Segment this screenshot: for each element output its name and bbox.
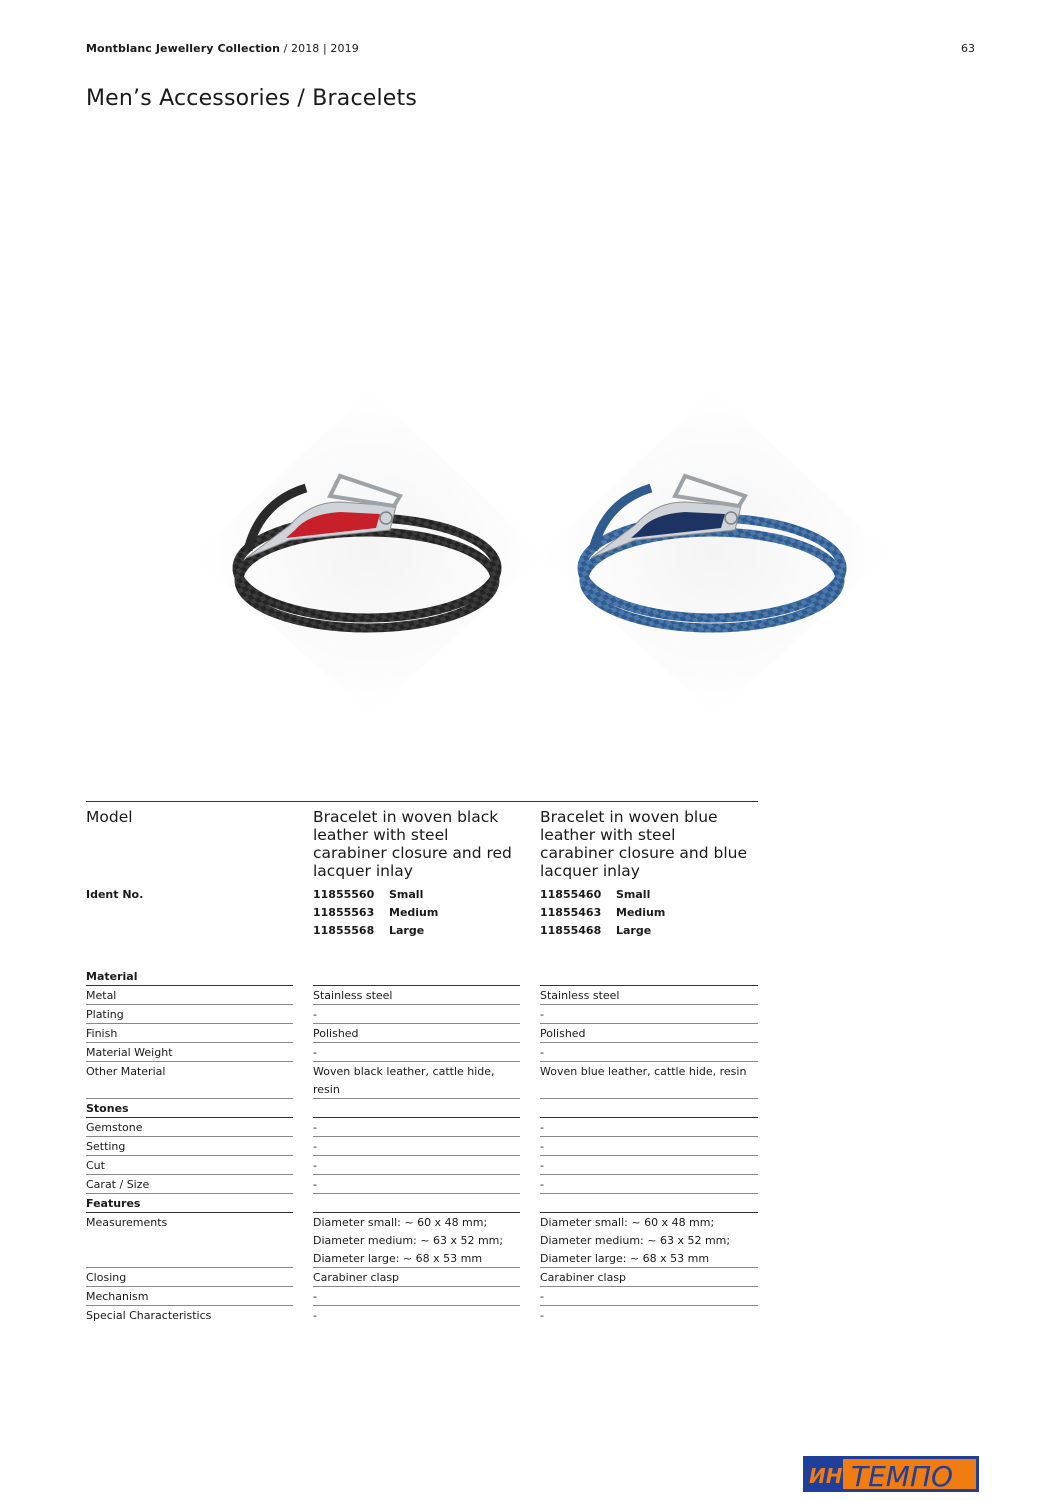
- bracelet-black-image: [190, 390, 550, 720]
- spec-label: Cut: [86, 1157, 293, 1175]
- ident-size: Small: [389, 888, 424, 901]
- spec-value: Carabiner clasp: [540, 1269, 758, 1287]
- spec-value: [313, 1195, 520, 1213]
- spec-value: -: [540, 1119, 758, 1137]
- ident-number: 11855560: [313, 888, 375, 901]
- logo-left-text: ИН: [809, 1464, 843, 1488]
- ident-row: [313, 906, 438, 919]
- logo-right-text: ТЕМПО: [851, 1460, 954, 1492]
- ident-size: Medium: [389, 906, 439, 919]
- spec-value: -: [540, 1309, 544, 1322]
- spec-label: Plating: [86, 1006, 293, 1024]
- spec-value: -: [313, 1044, 520, 1062]
- spec-value: -: [313, 1176, 520, 1194]
- spec-value: -: [540, 1006, 758, 1024]
- section-title: Men’s Accessories / Bracelets: [86, 86, 418, 111]
- spec-value: [540, 1100, 758, 1118]
- spec-label: Gemstone: [86, 1119, 293, 1137]
- ident-row: [313, 924, 424, 937]
- spec-label: Setting: [86, 1138, 293, 1156]
- product-1-model: Bracelet in woven black leather with steel carabiner closure and red lacquer inlay: [313, 808, 512, 880]
- spec-label: Other Material: [86, 1063, 293, 1099]
- spec-label: Metal: [86, 987, 293, 1005]
- ident-size: Large: [389, 924, 425, 937]
- spec-value: Woven black leather, cattle hide, resin: [313, 1063, 520, 1099]
- header-years: / 2018 | 2019: [280, 42, 359, 55]
- spec-value: -: [313, 1006, 520, 1024]
- spec-value: Woven blue leather, cattle hide, resin: [540, 1063, 758, 1099]
- spec-value: -: [313, 1119, 520, 1137]
- model-label: Model: [86, 808, 133, 826]
- ident-number: 11855563: [313, 906, 375, 919]
- ident-row: [313, 888, 423, 901]
- spec-label: Carat / Size: [86, 1176, 293, 1194]
- spec-value: -: [540, 1044, 758, 1062]
- ident-number: 11855468: [540, 924, 602, 937]
- spec-value: Stainless steel: [313, 987, 520, 1005]
- spec-value: Diameter small: ~ 60 x 48 mm; Diameter medium: ~ 63 x 52 mm; Diameter large: ~ 68 x 53 mm: [540, 1214, 758, 1268]
- spec-value: -: [313, 1138, 520, 1156]
- ident-row: [540, 924, 651, 937]
- ident-number: 11855460: [540, 888, 602, 901]
- spec-value: Polished: [540, 1025, 758, 1043]
- spec-value: -: [540, 1157, 758, 1175]
- spec-value: -: [313, 1288, 520, 1306]
- ident-size: Medium: [616, 906, 666, 919]
- spec-value: Stainless steel: [540, 987, 758, 1005]
- product-2-model: Bracelet in woven blue leather with steel carabiner closure and blue lacquer inlay: [540, 808, 747, 880]
- spec-label: Features: [86, 1195, 293, 1213]
- spec-label: Material: [86, 968, 293, 986]
- ident-number: 11855568: [313, 924, 375, 937]
- page-number: 63: [961, 42, 975, 55]
- spec-value: [313, 968, 520, 986]
- spec-value: [313, 1100, 520, 1118]
- spec-label: Closing: [86, 1269, 293, 1287]
- spec-label: Finish: [86, 1025, 293, 1043]
- product-images: [0, 360, 1061, 740]
- tempo-logo: [803, 1456, 979, 1492]
- spec-value: -: [540, 1138, 758, 1156]
- spec-label: Special Characteristics: [86, 1309, 212, 1322]
- running-header: [86, 42, 359, 55]
- spec-label: Material Weight: [86, 1044, 293, 1062]
- header-brand: Montblanc Jewellery Collection: [86, 42, 281, 55]
- ident-row: [540, 888, 650, 901]
- ident-label: Ident No.: [86, 888, 144, 901]
- ident-number: 11855463: [540, 906, 602, 919]
- spec-value: -: [313, 1157, 520, 1175]
- spec-value: Polished: [313, 1025, 520, 1043]
- spec-value: -: [313, 1309, 317, 1322]
- spec-value: Diameter small: ~ 60 x 48 mm; Diameter medium: ~ 63 x 52 mm; Diameter large: ~ 68 x 53 mm: [313, 1214, 520, 1268]
- spec-label: Stones: [86, 1100, 293, 1118]
- ident-row: [540, 906, 665, 919]
- spec-value: [540, 1195, 758, 1213]
- ident-size: Small: [616, 888, 651, 901]
- spec-value: [540, 968, 758, 986]
- bracelet-blue-image: [545, 390, 905, 720]
- table-top-rule: [86, 801, 758, 802]
- spec-value: -: [540, 1176, 758, 1194]
- spec-value: -: [540, 1288, 758, 1306]
- spec-label: Mechanism: [86, 1288, 293, 1306]
- spec-label: Measurements: [86, 1214, 293, 1268]
- spec-value: Carabiner clasp: [313, 1269, 520, 1287]
- ident-size: Large: [616, 924, 652, 937]
